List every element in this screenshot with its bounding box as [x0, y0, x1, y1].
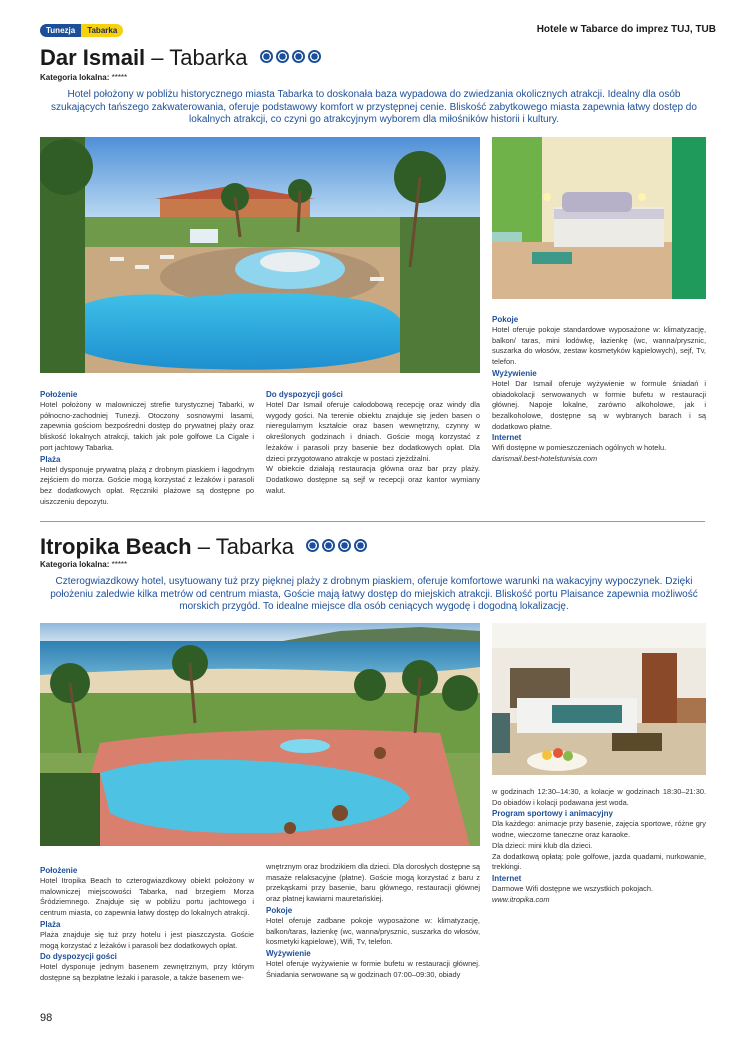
- hotel1-col-facilities: Do dyspozycji gości Hotel Dar Ismail oferuje całodobową recepcję oraz windy dla wygody gości. Na terenie obiektu znajduje się jeden basen o nieregularnym kształcie oraz basen wewnętrzny, czynny w określonych godzinach i dniach. Goście mogą korzystać z leżaków i parasoli przy basenie bez dodatkowych opłat. Dla dzieci przygotowano atrakcje w postaci zjeżdżalni. W obiekcie działają restauracja główna oraz bar przy plaży. Dodatkowo dostępne są sejf w recepcji oraz kantor wymiany walut.: [266, 390, 480, 495]
- heading-facilities: Do dyspozycji gości: [266, 390, 343, 399]
- heading-beach: Plaża: [40, 454, 61, 464]
- sun-icon: [322, 539, 335, 552]
- hotel2-room-photo: [492, 623, 706, 775]
- hotel2-col-location: Położenie Hotel Itropika Beach to czterogwiazdkowy obiekt położony w malowniczej miejscowości Tabarka, nad brzegiem Morza Śródziemnego. Znajduje się w pobliżu portu jachtowego i centrum miasta, co zapewnia łatwy dostęp do lokalnych atrakcji. Plaża Plaża znajduje się tuż przy hotelu i jest piaszczysta. Goście mogą korzystać z leżaków i parasoli bez dodatkowych opłat. Do dyspozycji gości Hotel dysponuje jednym basenem zewnętrznym, przy którym dostępne są bezpłatne leżaki i parasole, a także basenem we-: [40, 866, 254, 982]
- heading-rooms: Pokoje: [266, 905, 293, 915]
- sun-icon: [308, 50, 321, 63]
- heading-board: Wyżywienie: [266, 948, 311, 958]
- hotel1-name: Dar Ismail: [40, 45, 146, 70]
- city-tag: Tabarka: [81, 24, 123, 37]
- hotel1-rating-icons: [260, 50, 321, 63]
- hotel1-intro: Hotel położony w pobliżu historycznego miasta Tabarka to doskonała baza wypadowa do zwiedzania okolicznych atrakcji. Idealny dla osób szukających tańszego zakwaterowania, oferuje podstawowy komfort w przystępnej cenie. Bliskość zabytkowego miasta zapewnia łatwy dostęp do lokalnych atrakcji, co czyni go atrakcyjnym wyborem dla miłośników historii i kultury.: [51, 89, 697, 125]
- hotel2-title: Itropika Beach – Tabarka: [40, 536, 367, 558]
- heading-entertainment: Program sportowy i animacyjny: [492, 809, 613, 819]
- country-tag: Tunezja: [40, 24, 81, 37]
- hotel2-intro: Czterogwiazdkowy hotel, usytuowany tuż przy pięknej plaży z drobnym piaskiem, oferuje komfortowe warunki na wakacyjny wypoczynek. Dzięki położeniu zaledwie kilka metrów od centrum miasta, Goście mają łatwy dostęp do miejskich atrakcji. Bliskość portu Plaisance zapewnia możliwość morskich przygód. To idealne miejsce dla osób ceniących wygodę i dogodną lokalizację.: [50, 576, 698, 612]
- sun-icon: [306, 539, 319, 552]
- sun-icon: [260, 50, 273, 63]
- hotel2-rating-icons: [306, 539, 367, 552]
- hotel2-category: Kategoria lokalna: *****: [40, 560, 128, 569]
- hotel2-name: Itropika Beach: [40, 534, 192, 559]
- heading-beach: Plaża: [40, 919, 61, 929]
- hotel2-city: Tabarka: [215, 534, 294, 559]
- heading-internet: Internet: [492, 433, 522, 443]
- sun-icon: [338, 539, 351, 552]
- hotel2-website-link[interactable]: www.itropika.com: [492, 894, 550, 904]
- sun-icon: [292, 50, 305, 63]
- hotel2-col-rooms: wnętrznym oraz brodzikiem dla dzieci. Dla dorosłych dostępne są masaże relaksacyjne (płatne). Goście mogą korzystać z baru z przekąskami przy basenie, baru głównego, restauracji głównej oraz płatnej kawiarni mauretańskiej. Pokoje Hotel oferuje zadbane pokoje wyposażone w: klimatyzację, balkon/taras, łazienkę (wc, wanna/prysznic, suszarka do włosów, kosmetyki kąpielowe), Wifi, Tv, telefon. Wyżywienie Hotel oferuje wyżywienie w formie bufetu w restauracji głównej. Śniadania serwowane są w godzinach 07:00–09:30, obiady: [266, 862, 481, 979]
- heading-internet: Internet: [492, 873, 522, 883]
- hotel1-website-link[interactable]: darismail.best-hotelstunisia.com: [492, 454, 598, 464]
- heading-location: Położenie: [40, 390, 78, 399]
- hotel1-category: Kategoria lokalna: *****: [40, 73, 128, 82]
- heading-facilities: Do dyspozycji gości: [40, 952, 117, 962]
- hotel2-col-program: w godzinach 12:30–14:30, a kolacje w godzinach 18:30–21:30. Do obiadów i kolacji podawana jest woda. Program sportowy i animacyjny Dla każdego: animacje przy basenie, zajęcia sportowe, różne gry wodne, wieczorne taneczne oraz karaoke. Dla dzieci: mini klub dla dzieci. Za dodatkową opłatą: pole golfowe, jazda quadami, nurkowanie, trekkingi. Internet Darmowe Wifi dostępne we wszystkich pokojach. www.itropika.com: [492, 787, 706, 904]
- hotel1-col-rooms: Pokoje Hotel oferuje pokoje standardowe wyposażone w: klimatyzację, balkon/ taras, mini lodówkę, łazienkę (wc, wanna/prysznic, suszarka do włosów, zestaw kosmetyków kąpielowych), sejf, Tv, telefon. Wyżywienie Hotel Dar Ismail oferuje wyżywienie w formule śniadań i obiadokolacji serwowanych w formie bufetu w restauracji głównej. Napoje lokalne, zarówno alkoholowe, jak i bezalkoholowe, dostępne są w wybranych barach i są dodatkowo płatne. Internet Wifi dostępne w pomieszczeniach ogólnych w hotelu. darismail.best-hotelstunisia.com: [492, 315, 706, 464]
- destination-tags: [40, 24, 123, 37]
- sun-icon: [354, 539, 367, 552]
- heading-location: Położenie: [40, 866, 78, 875]
- page-number: 98: [40, 1012, 53, 1024]
- hotel1-pool-photo: [40, 137, 480, 373]
- heading-rooms: Pokoje: [492, 315, 519, 324]
- section-divider: [40, 521, 705, 522]
- running-head: Hotele w Tabarce do imprez TUJ, TUB: [536, 24, 716, 35]
- hotel1-city: Tabarka: [169, 45, 248, 70]
- sun-icon: [276, 50, 289, 63]
- hotel1-title: Dar Ismail – Tabarka: [40, 47, 321, 69]
- heading-board: Wyżywienie: [492, 368, 537, 378]
- hotel2-resort-photo: [40, 623, 480, 846]
- hotel1-room-photo: [492, 137, 706, 299]
- hotel1-col-location: Położenie Hotel położony w malowniczej strefie turystycznej Tabarki, w północno-zachodniej Tunezji. Otoczony sosnowymi lasami, zapewnia gościom bezpośredni dostęp do prywatnej plaży oraz bliskość lokalnych atrakcji, takich jak pole golfowe La Cigale i port jachtowy Tabarka. Plaża Hotel dysponuje prywatną plażą z drobnym piaskiem i łagodnym zejściem do morza. Goście mogą korzystać z leżaków i parasoli bez dodatkowych opłat. Ręczniki plażowe są dostępne po uiszczeniu depozytu.: [40, 390, 254, 506]
